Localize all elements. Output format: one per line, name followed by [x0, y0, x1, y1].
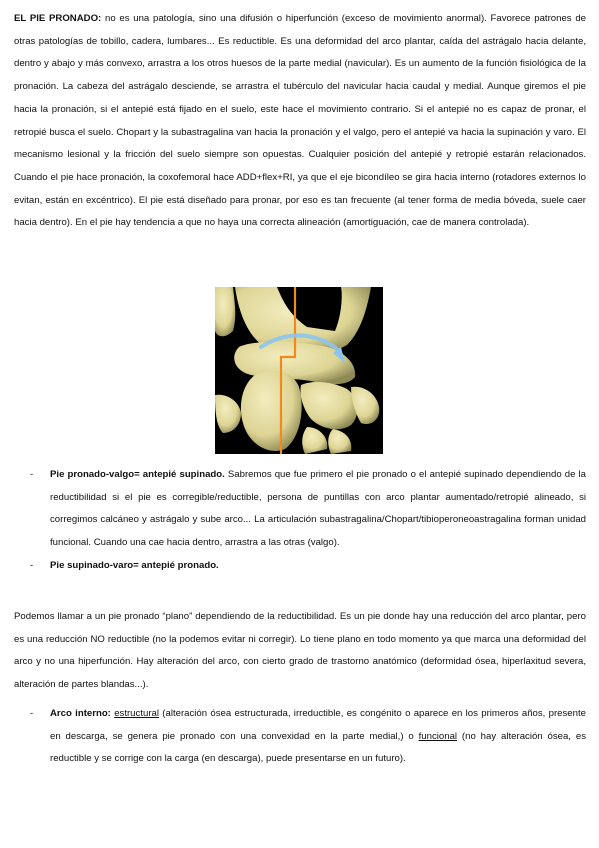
foot-bones-illustration — [215, 287, 383, 454]
dash-marker: - — [30, 469, 34, 480]
dash-marker: - — [30, 708, 34, 719]
fibula-bone — [215, 287, 235, 336]
structural-term: estructural — [114, 708, 159, 719]
plano-paragraph: Podemos llamar a un pie pronado “plano” dependiendo de la reductibilidad. Es un pie donde hay una reducción del arco plantar, pero es una reducción NO reductible (no la podemos evitar ni corregir). Lo tiene plano en todo momento ya que marca una deformidad del arco y no una hiperfunción. Hay alteración del arco, con cierto grado de trastorno anatómico (deformidad ósea, hiperlaxitud severa, alteración de partes blandas...). — [14, 611, 586, 691]
bullet-term: Pie supinado-varo= antepié pronado. — [50, 559, 219, 571]
bullet-text: Sabremos que fue primero el pie pronado o el antepié supinado dependiendo de la reductibilidad si el pie es corregible/reductible, persona de puntillas con arco plantar aumentado/retropié alineado, si corregimos calcáneo y astrágalo y sube arco... La articulación subastragalina/Chopart/tibioperoneoastragalina forman unidad funcional. Cuando una cae hacia dentro, arrastra a las otras (valgo). — [50, 469, 586, 549]
bullet-text-end: (no hay alteración ósea, es reductible y se corrige con la carga (en descarga), puede presentarse en un futuro). — [50, 730, 586, 765]
bullet-list-2 — [30, 703, 586, 771]
intro-text: no es una patología, sino una difusión o hiperfunción (exceso de movimiento anormal). Favorece patrones de otras patologías de tobillo, cadera, lumbares... Es reductible. Es una deformidad del arco plantar, caída del astrágalo hacia delante, dentro y abajo y más convexo, arrastra a los otros huesos de la parte medial (navicular). Es un aumento de la función fisiológica de la pronación. La cabeza del astrágalo desciende, se arrastra el tubérculo del navicular hacia caudal y medial. Aunque giremos el pie hacia la pronación, si el antepié está fijado en el suelo, este hace el movimiento contrario. Si el antepié no es capaz de pronar, el retropié busca el suelo. Chopart y la subastragalina van hacia la pronación y el valgo, pero el antepié va hacia la supinación y varo. El mecanismo lesional y la fricción del suelo siempre son opuestas. Cualquier posición del antepié y retropié estarán relacionados. Cuando el pie hace pronación, la coxofemoral hace ADD+flex+RI, ya que el eje bicondíleo se gira hacia interno (rotadores externos lo evitan, están en excéntrico). El pie está diseñado para pronar, por eso es tan frecuente (al tener forma de media bóveda, suele caer hacia dentro). En el pie hay tendencia a que no haya una correcta alineación (amortiguación, cae de manera controlada). — [14, 13, 586, 229]
foot-xray-figure — [215, 287, 383, 454]
list-item — [30, 555, 586, 578]
intro-paragraph — [14, 8, 586, 235]
bullet-term: Arco interno: — [50, 708, 111, 719]
intro-title: EL PIE PRONADO: — [14, 13, 102, 24]
list-item — [30, 703, 586, 771]
list-item — [30, 464, 586, 555]
bullet-term: Pie pronado-valgo= antepié supinado. — [50, 469, 225, 480]
dash-marker: - — [30, 559, 34, 571]
bullet-list-1 — [30, 464, 586, 578]
functional-term: funcional — [418, 730, 458, 742]
bullet-text-mid: (alteración ósea estructurada, irreductible, es congénito o aparece en los primeros años, presente en descarga, se genera pie pronado con una convexidad en la parte medial,) o — [50, 708, 586, 742]
